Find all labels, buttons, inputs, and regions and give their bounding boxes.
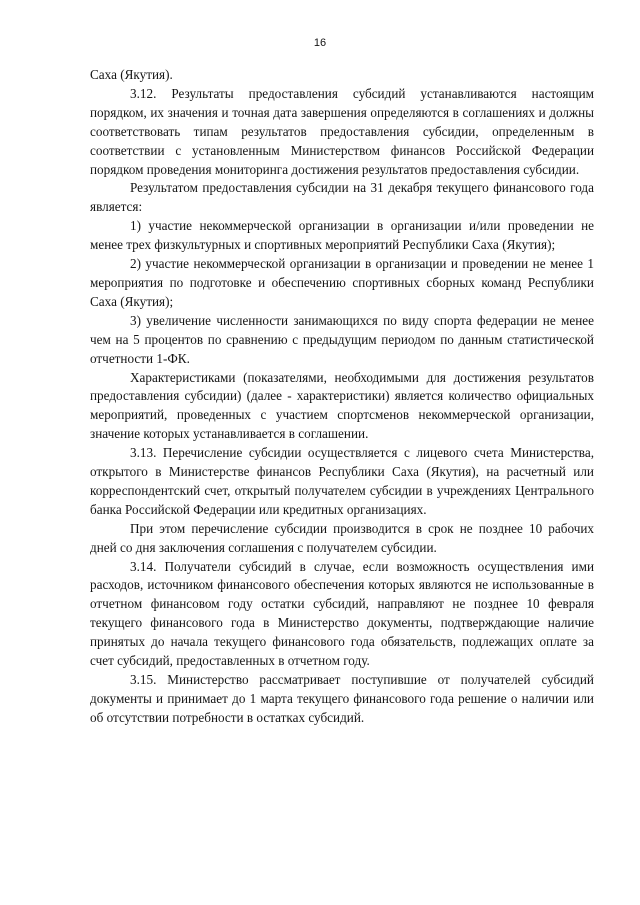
paragraph-characteristics: Характеристиками (показателями, необходимыми для достижения результатов предоставления субсидии) (далее - характеристики) является количество официальных мероприятий, проведенных с участием спортсменов некоммерческой организации, значение которых устанавливается в соглашении.	[90, 369, 594, 442]
list-item-2: 2) участие некоммерческой организации в организации и проведении не менее 1 мероприятия по подготовке и обеспечению спортивных сборных команд Республики Саха (Якутия);	[90, 256, 594, 309]
paragraph-continuation: Саха (Якутия).	[90, 67, 173, 82]
paragraph-3-15: 3.15. Министерство рассматривает поступившие от получателей субсидий документы и принимает до 1 марта текущего финансового года решение о наличии или об отсутствии потребности в остатках субсидий.	[90, 672, 594, 725]
page-number: 16	[313, 37, 327, 49]
list-item-1: 1) участие некоммерческой организации в организации и/или проведении не менее трех физкультурных и спортивных мероприятий Республики Саха (Якутия);	[90, 218, 594, 253]
paragraph-3-14: 3.14. Получатели субсидий в случае, если возможность осуществления ими расходов, источником финансового обеспечения которых являются не использованные в отчетном финансовом году остатки субсидий, направляют не позднее 10 февраля текущего финансового года в Министерство документы, подтверждающие наличие принятых до начала текущего финансового года обязательств, подлежащих оплате за счет субсидий, предоставленных в отчетном году.	[90, 558, 594, 669]
list-item-3: 3) увеличение численности занимающихся по виду спорта федерации не менее чем на 5 процентов по сравнению с предыдущим периодом по данным статистической отчетности 1-ФК.	[90, 312, 594, 366]
paragraph-3-12: 3.12. Результаты предоставления субсидий устанавливаются настоящим порядком, их значения и точная дата завершения определяются в соглашениях и должны соответствовать типам результатов предоставления субсидии, определенным в соответствии с установленным Министерством финансов Российской Федерации порядком проведения мониторинга достижения результатов предоставления субсидии.	[90, 85, 594, 177]
paragraph-result-intro: Результатом предоставления субсидии на 31 декабря текущего финансового года является:	[90, 180, 594, 215]
paragraph-transfer-deadline: При этом перечисление субсидии производится в срок не позднее 10 рабочих дней со дня заключения соглашения с получателем субсидии.	[90, 520, 594, 555]
paragraph-3-13: 3.13. Перечисление субсидии осуществляется с лицевого счета Министерства, открытого в Министерстве финансов Республики Саха (Якутия), на расчетный или корреспондентский счет, открытый получателем субсидии в учреждениях Центрального банка Российской Федерации или кредитных организациях.	[90, 445, 594, 517]
document-body	[90, 66, 594, 728]
